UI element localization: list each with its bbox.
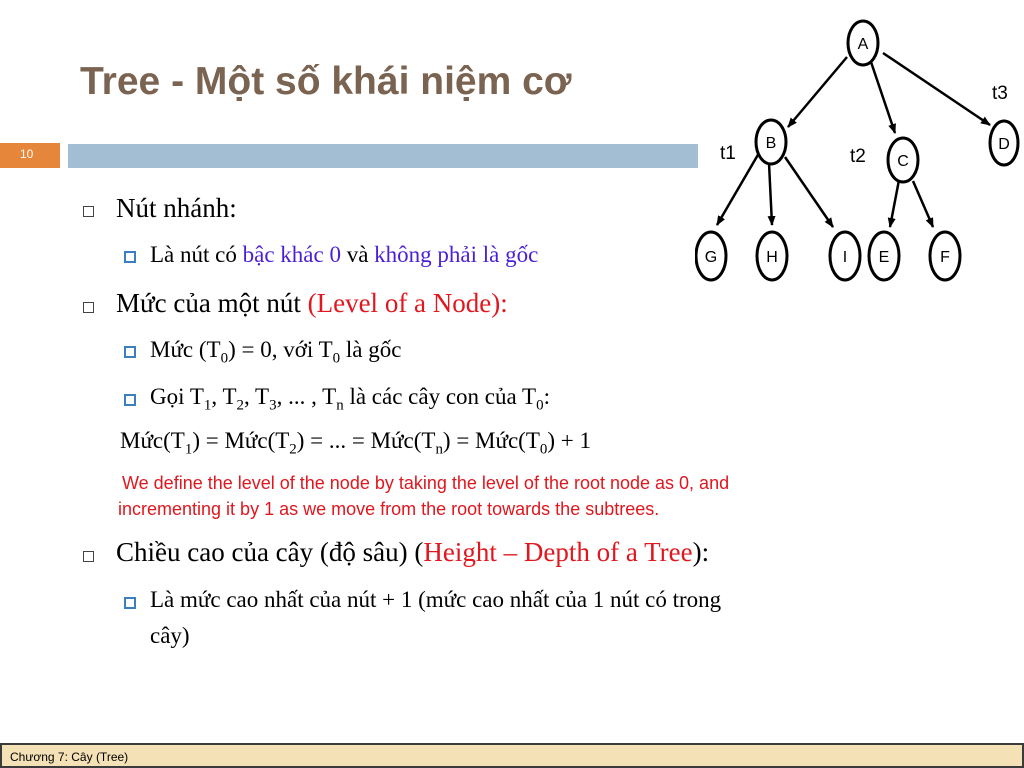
sub-bullet-icon	[124, 394, 136, 406]
subtree-label-t3: t3	[992, 83, 1008, 104]
slide-number: 10	[20, 147, 34, 161]
node-a-label: A	[857, 36, 869, 53]
title-underline-bar	[68, 144, 698, 168]
bullet-muc-cua-nut: Mức của một nút (Level of a Node):	[116, 288, 508, 318]
footer-bar	[0, 743, 1024, 768]
sub-bullet-icon	[124, 251, 136, 263]
sub-bullet-goi-ti: Gọi $T_1$, $T_2$, $T_3$, ... , $T_n$ là các cây con của $T_0$:	[150, 384, 550, 414]
bullet-square-icon	[83, 551, 94, 562]
level-formula: $Mức(T_1)$ = $Mức(T_2)$ = ... = $Mức(T_n)$ = $Mức(T_0) + 1$	[120, 428, 591, 458]
footer-chapter-label: Chương 7: Cây (Tree)	[10, 750, 129, 764]
sub-bullet-height-def-line-1: Là mức cao nhất của nút + 1 (mức cao nhất của 1 nút có trong	[150, 587, 722, 612]
node-h-label: H	[766, 249, 778, 266]
bullet-chieu-cao: Chiều cao của cây (độ sâu) (Height – Depth of a Tree):	[116, 537, 710, 567]
bullet-square-icon	[83, 302, 94, 313]
level-note-line-2: incrementing it by 1 as we move from the root towards the subtrees.	[118, 499, 660, 519]
slide-title: Tree - Một số khái niệm cơ	[80, 60, 572, 103]
level-note-line-1: We define the level of the node by taking the level of the root node as 0, and	[122, 473, 730, 493]
node-c-label: C	[897, 153, 909, 170]
bullet-nut-nhanh: Nút nhánh:	[116, 193, 237, 223]
edge-a-b	[788, 57, 847, 127]
subtree-label-t2: t2	[850, 146, 866, 167]
node-i-label: I	[842, 249, 848, 266]
node-d-label: D	[998, 136, 1010, 153]
edge-b-i	[785, 157, 833, 227]
sub-bullet-nut-nhanh-def: Là nút có bậc khác 0 và không phải là gốc	[150, 242, 539, 267]
edge-b-h	[769, 163, 772, 225]
subtree-label-t1: t1	[720, 143, 736, 164]
node-b-label: B	[765, 135, 777, 152]
edge-a-c	[870, 59, 895, 133]
sub-bullet-icon	[124, 597, 136, 609]
bullet-square-icon	[83, 206, 94, 217]
node-g-label: G	[704, 249, 718, 266]
edge-c-f	[913, 181, 933, 227]
sub-bullet-muc-t0: Mức $(T_0) = 0$, với $T_0$ là gốc	[150, 337, 402, 367]
edge-c-e	[890, 180, 899, 227]
node-f-label: F	[940, 249, 950, 266]
tree-diagram	[695, 15, 1020, 300]
node-e-label: E	[878, 249, 890, 266]
sub-bullet-icon	[124, 346, 136, 358]
edge-a-d	[883, 53, 990, 125]
sub-bullet-height-def-line-2: cây)	[150, 623, 190, 648]
